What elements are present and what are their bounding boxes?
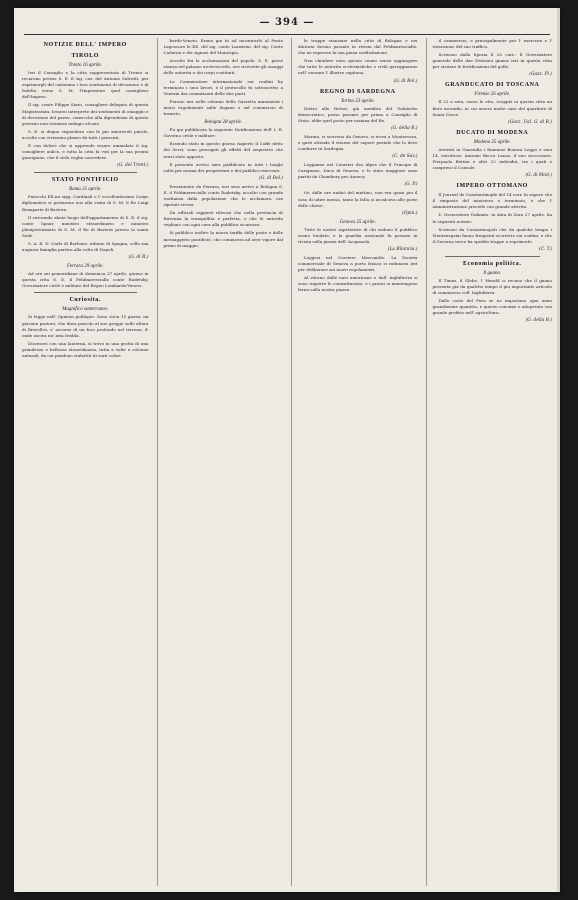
article-paragraph: Ad ore sei pomeridiane di domenica 27 aprile, giunse in questa citta S. E. il Feldmaresciallo conte Radetzky, Governatore civile e militare del Regno Lombardo-Veneto.	[22, 271, 149, 289]
dateline: Roma 25 aprile.	[69, 187, 102, 193]
source-signature: (G. di Bol.)	[259, 175, 283, 181]
column-3	[291, 38, 418, 886]
article-paragraph: Scrivono dalla Spezia il 20 corr.: Il Governatore generale delle due Divisioni giunse ieri in questa citta per visitare le fortificazioni del golfo.	[432, 52, 552, 70]
source-signature: (G. della B.)	[391, 125, 418, 131]
page-number: — 394 —	[259, 16, 315, 28]
article-paragraph: il commercio, e principalmente per l' esercizio e l' estensione del suo traffico.	[432, 38, 552, 50]
article-paragraph: Dietro alle Rettor, gia membro del Gabinetto democratico, posso passare per primo a Consiglio di Stato, ebbe quel posto per nomina del Re.	[298, 105, 418, 123]
article-paragraph: Or, dalle ore undici del mattino, non era quasi piu il caso di udire messa, tanto la folla si accalcava alle porte delle chiese.	[298, 190, 418, 208]
article-paragraph: Non chiudere nero questo cenno senza aggiungere che tutte le autorita ecclesiastiche e civili gareggiarono nell' onorare l' illustre capitano.	[298, 58, 418, 76]
article-paragraph: Si legge nell' Opinion publique: Sono circa 15 giorni, un giovane pastore, che dava pascolo al suo gregge sulle altura di Bresolles, s' accorse di un foro profondo nel terreno, d' onde usciva un' aria fredda.	[22, 314, 149, 338]
article-paragraph: Marina, ci scrivono da Genova, si trova a Monterosso, e quivi attende il ritorno del vapore postale che lo deve condurre in Sardegna.	[298, 133, 418, 152]
source-signature: (Gazz. Pl.)	[529, 72, 552, 78]
column-4	[426, 38, 553, 886]
dateline: Trento 16 aprile.	[68, 63, 103, 68]
article-paragraph: Il presente avviso sara pubblicato in tutti i luoghi soliti per norma dei proprietarii e dei pubblici esercenti.	[163, 161, 283, 173]
article-paragraph: Da ufficiali rapporti rilevasi che nella provincia di Ravenna la tranquillita e perfetta, e che le autorita vegliano con ogni cura alla pubblica sicurezza.	[163, 210, 283, 228]
article-paragraph: Fu qui pubblicata la seguente Notificazione dell' I. R. Governo civile e militare:	[163, 127, 283, 139]
article-paragraph: Scrivono da Costantinopoli che da qualche tempo i Montenegrini fanno frequenti scorrerie sui confini, e che il Governo turco ha spedito truppe a reprimerle.	[432, 226, 552, 244]
dateline: Bologna 28 aprile.	[204, 120, 243, 126]
article-paragraph: S. E. si degno rispondere con le piu amorevoli parole, accolte con vivissimo plauso da tutti i presenti.	[22, 128, 149, 140]
dateline: Genova 25 aprile.	[339, 219, 376, 225]
article-paragraph: Dalle coste del Peru se ne importano ogni anno grandissime quantita, e questo concime e adoperato con grande profitto nell' agricoltura.	[432, 298, 552, 316]
source-signature: (G. di Bol.)	[393, 78, 418, 84]
column-2	[157, 38, 284, 886]
source-signature: (G. P.)	[404, 182, 418, 188]
article-paragraph: Leggiamo nel Courrier des Alpes che il Principe di Carignano, Duca di Genova, e lo stato maggiore sono partiti da Chambery per Annecy.	[298, 162, 418, 180]
article-paragraph: Tutte le nostre aspettative di chi vedono il pubblico erano fondate, e la guardia nazionale fu passata in rivista sulla piazza dell' Acquasola.	[298, 226, 418, 244]
article-paragraph: Il Times, il Globe, l' Herald ci recano che il guano presenta gia da qualche tempo il piu importante articolo di commercio coll' Inghilterra.	[432, 277, 552, 296]
header-rule	[24, 34, 550, 35]
article-paragraph: Il Journal de Constantinople del 14 corr. fa sapere che il rimpasto del ministero e terminato, e che l' amministrazione procede con grande attivita.	[432, 192, 552, 210]
dateline: Firenze 26 aprile.	[474, 92, 511, 98]
source-signature: (G. di Mod.)	[525, 173, 552, 179]
article-paragraph: Il 22 a sera, verso le otto, scoppiò in questa citta un fiero incendio, in cui arsero molte case del quartiere di Santa Croce.	[432, 99, 552, 117]
article-paragraph: E con dolore che si apprende essere ammalato il sig. consigliere aulico, e tutta la citta fa voti per la sua pronta guarigione, che il cielo voglia concedere.	[22, 143, 149, 161]
source-signature: (G. della B.)	[525, 318, 552, 324]
article-paragraph: Furono ieri nelle colonne della Gazzetta annunziati i nuovi regolamenti sulle dogane e sul commercio di transito.	[163, 98, 283, 117]
dateline: Modena 25 aprile.	[473, 139, 511, 145]
section-heading: GRANDUCATO DI TOSCANA	[444, 82, 540, 89]
article-paragraph: L' Osservatore Dalmato, in data di Zara 27 aprile, ha le seguenti notizie:	[432, 212, 552, 224]
article-paragraph: le truppe stanziate nella citta di Bologna e nei dintorni furono passate in rivista dal Feldmaresciallo, che ne espresse la sua piena soddisfazione.	[298, 38, 418, 56]
article-paragraph: Al ritorno dalle navi americane e dall' Inghilterra si sono riaperte le contrattazioni, e i prezzi si mantengono fermi sulla nostra piazza.	[298, 275, 418, 293]
article-paragraph: Essendo stato in questo giorno riaperto il Caffe detto dei Servi, sono prorogati gli effetti del sequestro che eravi stato apposto.	[163, 141, 283, 159]
newspaper-page	[14, 8, 560, 892]
article-paragraph: Si pubblico inoltre la nuova tariffa delle poste e delle messaggerie pontificie, che comincera ad aver vigore dal primo di maggio.	[163, 230, 283, 248]
dateline: Ferrara 29 aprile.	[66, 264, 104, 270]
source-signature: (Opin.)	[402, 210, 418, 216]
page-header	[14, 8, 560, 36]
section-heading: REGNO DI SARDEGNA	[319, 88, 396, 95]
dateline: Torino 23 aprile.	[340, 98, 375, 104]
article-paragraph: Leggesi nel Corriere Mercantile: La Societa commerciale di Genova a porto franco si radunava ieri per deliberare sui nuovi regolamenti.	[298, 254, 418, 273]
source-signature: (La Bilancia.)	[387, 246, 418, 252]
source-signature: (C. de Sav.)	[392, 154, 418, 160]
article-paragraph: Preseniente da Ferrara, ieri sera arrivo a Bologna S. E. il Feldmaresciallo conte Radetzky, accolto con grande esultanza dalla popolazione che lo acclamava con ripetuti evviva.	[163, 183, 283, 208]
section-heading: Economia politica.	[463, 260, 522, 267]
section-heading: DUCATO DI MODENA	[456, 129, 529, 136]
section-heading: TIROLO	[71, 53, 100, 59]
dateline: Il guano.	[483, 270, 502, 276]
article-paragraph: Discesovi con una lanterna, si trovo in una grotta di una grandezza e bellezza straordinaria, tutta a volte e colonne naturali, da cui pendono stalattiti di varii colori.	[22, 340, 149, 358]
separator-rule	[34, 172, 137, 173]
separator-rule	[34, 292, 137, 293]
column-1	[22, 38, 149, 886]
section-heading: Curiosita.	[69, 297, 101, 304]
article-paragraph: La Commissione internazionale sui confini ha terminato i suoi lavori, e il protocollo fu sottoscritto a Venezia dai commissarii delle due parti.	[163, 78, 283, 96]
article-paragraph: bardo-Veneto. Erano gia iti ad incontrarlo al Ponte Lagoscuro le EE. del sig. conte Lazzarini, del sig. Conte Cadorna e dei signori del Municipio.	[163, 38, 283, 56]
source-signature: (G. del Trent.)	[117, 163, 149, 169]
source-signature: (C. T.)	[538, 246, 552, 252]
source-signature: (G. di R.)	[128, 255, 149, 261]
section-heading: NOTIZIE DELL' IMPERO	[43, 42, 127, 48]
section-heading: STATO PONTIFICIO	[51, 177, 119, 184]
article-paragraph: Ieri il Consiglio e la citta rappresentata di Trento si recarono presso S. E. il sig. cav. del Antonio Salvotti, per esprimergli del carissimo i loro sentimenti di devozione e di fedelta verso S. M. l'Imperatore quel consigliere dell'Impero.	[22, 70, 149, 100]
article-paragraph: Accolto fra le acclamazioni del popolo, S. E. prese stanza nel palazzo arcivescovile, ove ricevette gli omaggi delle autorita e dei corpi costituiti.	[163, 58, 283, 76]
section-heading: IMPERO OTTOMANO	[456, 183, 528, 190]
article-paragraph: Il sig. conte Filippe Sizzo, consigliere delegato di questa Magistratura, lessero interprete dei sentimenti di omaggio e di devozione del paese, comecche alla dipendenza di questo governo non tornasse indugio alcuno.	[22, 102, 149, 126]
article-paragraph: Arrivati in Guastalla i Ramione Bonora Leggo e suoi 14, istruttore; Antonio Becca Lanza, il suo successore, Pierpaolo Bettini e altri 22 individui, tra i quali e compreso il Console.	[432, 146, 552, 171]
separator-rule	[445, 256, 541, 257]
article-paragraph: S. A. R. D. Carlo di Borbone, infante di Spagna, colla sua augusta famiglia partiva alla volta di Napoli.	[22, 240, 149, 253]
dateline: Magnifico sotterraneo.	[62, 307, 109, 313]
columns	[22, 38, 552, 886]
article-paragraph: Il riverendo abate luogo dell'appartamento di S. E. il sig. conte Spaur, ministro straordinario e ministro plenipotenziario di S. M. il Re di Baviera presso la santa Sede.	[22, 214, 149, 238]
page-edge	[557, 8, 560, 892]
article-paragraph: Parecchi EE.mi sigg. Cardinali e l' eccellentissimo Corpo diplomatico si portarono ieri alla visita di S. M. il Re Luigi Bonaparte di Baviera.	[22, 194, 149, 212]
source-signature: (Gazz. Ual. G. di R.)	[508, 119, 552, 125]
